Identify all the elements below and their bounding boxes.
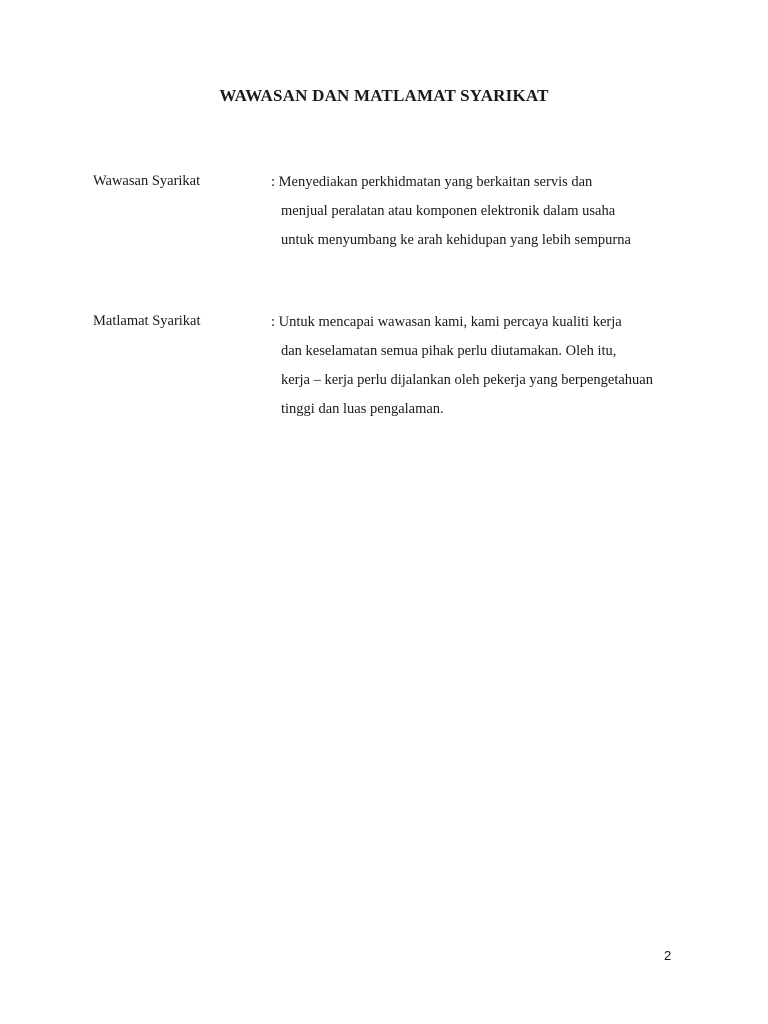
body-line: menjual peralatan atau komponen elektronik dalam usaha: [281, 203, 616, 219]
body-line: tinggi dan luas pengalaman.: [281, 401, 444, 417]
body-line: dan keselamatan semua pihak perlu diutamakan. Oleh itu,: [281, 343, 617, 359]
section-body-matlamat: [271, 313, 691, 429]
section-label-matlamat: Matlamat Syarikat: [93, 313, 201, 329]
body-line: : Untuk mencapai wawasan kami, kami percaya kualiti kerja: [271, 314, 622, 330]
body-line: : Menyediakan perkhidmatan yang berkaitan servis dan: [271, 174, 593, 190]
body-line: kerja – kerja perlu dijalankan oleh pekerja yang berpengetahuan: [281, 372, 653, 388]
page-number: 2: [664, 948, 672, 963]
section-label-wawasan: Wawasan Syarikat: [93, 173, 201, 189]
page-title: WAWASAN DAN MATLAMAT SYARIKAT: [219, 86, 549, 105]
body-line: untuk menyumbang ke arah kehidupan yang lebih sempurna: [281, 232, 631, 248]
section-body-wawasan: [271, 173, 691, 260]
